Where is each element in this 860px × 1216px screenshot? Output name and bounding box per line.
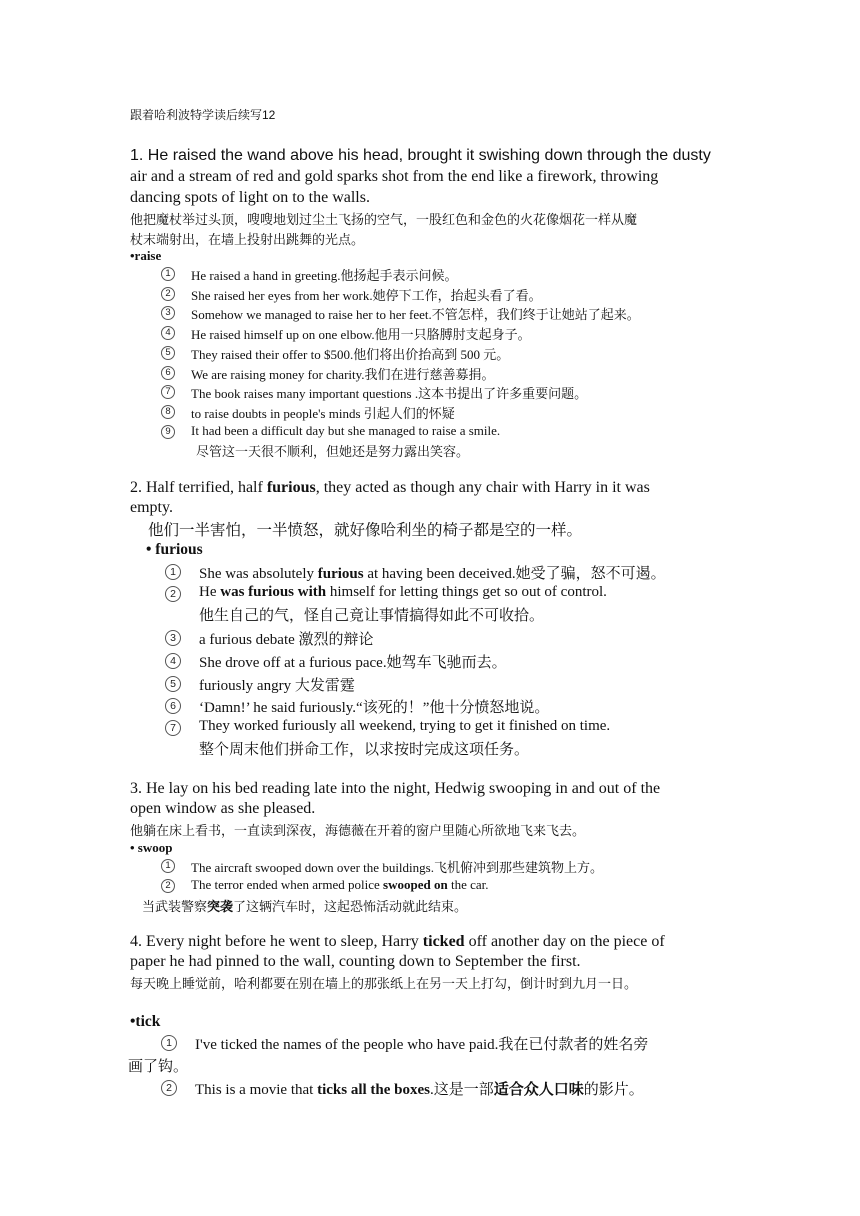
s1-item-1-text: He raised a hand in greeting.他扬起手表示问候。 <box>191 268 458 283</box>
s4-item-2-text <box>195 1078 644 1099</box>
s2-item-7-number: 7 <box>165 720 181 736</box>
s1-translation-line-2: 杖末端射出，在墙上投射出跳舞的光点。 <box>130 232 365 247</box>
s3-item-2-keyword: swooped on <box>383 877 448 892</box>
s2-item-6-text: ‘Damn!’ he said furiously.“该死的！”他十分愤怒地说。 <box>199 700 550 716</box>
s2-translation: 他们一半害怕，一半愤怒，就好像哈利坐的椅子都是空的一样。 <box>148 522 583 539</box>
s3-item-2-number: 2 <box>161 879 175 893</box>
s1-item-9-translation: 尽管这一天很不顺利，但她还是努力露出笑容。 <box>196 444 470 459</box>
s3-item-1-text: The aircraft swooped down over the buildings.飞机俯冲到那些建筑物上方。 <box>191 860 603 875</box>
s1-item-6-text: We are raising money for charity.我们在进行慈善募捐。 <box>191 367 495 382</box>
s1-translation-line-1: 他把魔杖举过头顶，嗖嗖地划过尘土飞扬的空气，一股红色和金色的火花像烟花一样从魔 <box>130 212 638 227</box>
s4-item-1-number: 1 <box>161 1035 177 1051</box>
s2-item-5-text: furiously angry 大发雷霆 <box>199 678 355 694</box>
s1-item-4-text: He raised himself up on one elbow.他用一只胳膊肘支起身子。 <box>191 327 531 342</box>
s2-item-7-translation: 整个周末他们拼命工作，以求按时完成这项任务。 <box>199 742 530 758</box>
s3-item-2-translation-keyword: 突袭 <box>207 899 234 914</box>
s1-item-6-number: 6 <box>161 366 175 380</box>
s2-item-1-part-a: She was absolutely <box>199 566 318 582</box>
s4-word-heading: •tick <box>130 1013 161 1030</box>
s1-item-2-number: 2 <box>161 287 175 301</box>
s1-item-7-text: The book raises many important questions .这本书提出了许多重要问题。 <box>191 386 588 401</box>
s3-word-heading: • swoop <box>130 840 173 855</box>
s1-item-9-number: 9 <box>161 425 175 439</box>
s2-item-4-text: She drove off at a furious pace.她驾车飞驰而去。 <box>199 655 507 671</box>
s2-item-7-text: They worked furiously all weekend, trying to get it finished on time. <box>199 718 611 734</box>
s2-item-2-part-c: himself for letting things get so out of control. <box>326 584 607 600</box>
s3-item-2-translation <box>142 896 467 915</box>
s1-item-2-text: She raised her eyes from her work.她停下工作，抬起头看了看。 <box>191 288 542 303</box>
s2-sentence-keyword: furious <box>266 479 316 496</box>
s2-item-5-number: 5 <box>165 676 181 692</box>
s4-sentence-line-1 <box>130 933 665 951</box>
s1-item-3-text: Somehow we managed to raise her to her feet.不管怎样，我们终于让她站了起来。 <box>191 307 640 322</box>
s3-translation: 他躺在床上看书，一直读到深夜，海德薇在开着的窗户里随心所欲地飞来飞去。 <box>130 823 586 838</box>
s1-item-3-number: 3 <box>161 306 175 320</box>
s1-item-5-number: 5 <box>161 346 175 360</box>
s2-sentence-line-2: empty. <box>130 499 173 516</box>
s3-item-2-text <box>191 877 489 893</box>
s2-sentence-part-c: , they acted as though any chair with Harry in it was <box>315 479 650 496</box>
s4-item-2-part-c: .这是一部 <box>430 1082 494 1098</box>
s2-item-2-keyword: was furious with <box>220 584 327 600</box>
document-title: 跟着哈利波特学读后续写12 <box>130 108 276 122</box>
s4-translation: 每天晚上睡觉前，哈利都要在别在墙上的那张纸上在另一天上打勾，倒计时到九月一日。 <box>130 976 638 991</box>
s1-item-1-number: 1 <box>161 267 175 281</box>
s2-item-2-part-a: He <box>199 584 221 600</box>
s1-item-8-text: to raise doubts in people's minds 引起人们的怀疑 <box>191 406 455 421</box>
s3-item-1-number: 1 <box>161 859 175 873</box>
s2-item-1-part-c: at having been deceived.她受了骗，怒不可遏。 <box>363 566 666 582</box>
s2-item-2-text <box>199 584 607 601</box>
s4-item-2-part-e: 的影片。 <box>583 1082 644 1098</box>
s4-sentence-line-2: paper he had pinned to the wall, counting down to September the first. <box>130 953 581 970</box>
s1-item-4-number: 4 <box>161 326 175 340</box>
s2-item-4-number: 4 <box>165 653 181 669</box>
s1-sentence-line-1: 1. He raised the wand above his head, brought it swishing down through the dusty <box>130 147 711 164</box>
s2-item-2-translation: 他生自己的气，怪自己竟让事情搞得如此不可收拾。 <box>199 608 545 624</box>
s4-item-2-part-a: This is a movie that <box>195 1082 318 1098</box>
s2-item-1-keyword: furious <box>317 566 364 582</box>
s3-sentence-line-2: open window as she pleased. <box>130 800 316 817</box>
s4-item-1-text-continued: 画了钩。 <box>128 1059 189 1075</box>
s1-item-9-text: It had been a difficult day but she managed to raise a smile. <box>191 423 501 438</box>
s2-item-1-number: 1 <box>165 564 181 580</box>
s1-sentence-line-2: air and a stream of red and gold sparks shot from the end like a firework, throwing <box>130 168 659 185</box>
s4-item-2-number: 2 <box>161 1080 177 1096</box>
s2-item-3-number: 3 <box>165 630 181 646</box>
s2-item-3-text: a furious debate 激烈的辩论 <box>199 632 374 648</box>
s2-item-1-text <box>199 562 666 583</box>
s4-item-1-text: I've ticked the names of the people who have paid.我在已付款者的姓名旁 <box>195 1037 649 1053</box>
s3-item-2-translation-part-c: 了这辆汽车时，这起恐怖活动就此结束。 <box>233 899 468 914</box>
s2-item-6-number: 6 <box>165 698 181 714</box>
s4-item-2-keyword: ticks all the boxes <box>317 1082 430 1098</box>
s3-item-2-part-a: The terror ended when armed police <box>191 877 384 892</box>
s1-sentence-line-3: dancing spots of light on to the walls. <box>130 189 370 206</box>
s3-item-2-part-c: the car. <box>447 877 489 892</box>
s3-item-2-translation-part-a: 当武装警察 <box>142 899 208 914</box>
s4-sentence-part-a: 4. Every night before he went to sleep, Harry <box>130 933 423 950</box>
s2-item-2-number: 2 <box>165 586 181 602</box>
s1-item-5-text: They raised their offer to $500.他们将出价抬高到 500 元。 <box>191 347 510 362</box>
s4-item-2-translation-keyword: 适合众人口味 <box>493 1082 584 1098</box>
s3-sentence-line-1: 3. He lay on his bed reading late into the night, Hedwig swooping in and out of the <box>130 780 661 797</box>
s2-word-heading: • furious <box>146 541 203 558</box>
s1-item-7-number: 7 <box>161 385 175 399</box>
s4-sentence-keyword: ticked <box>422 933 465 950</box>
s4-sentence-part-c: off another day on the piece of <box>464 933 665 950</box>
s1-word-heading: •raise <box>130 248 162 263</box>
s1-item-8-number: 8 <box>161 405 175 419</box>
s2-sentence-part-a: 2. Half terrified, half <box>130 479 267 496</box>
s2-sentence-line-1 <box>130 479 650 497</box>
